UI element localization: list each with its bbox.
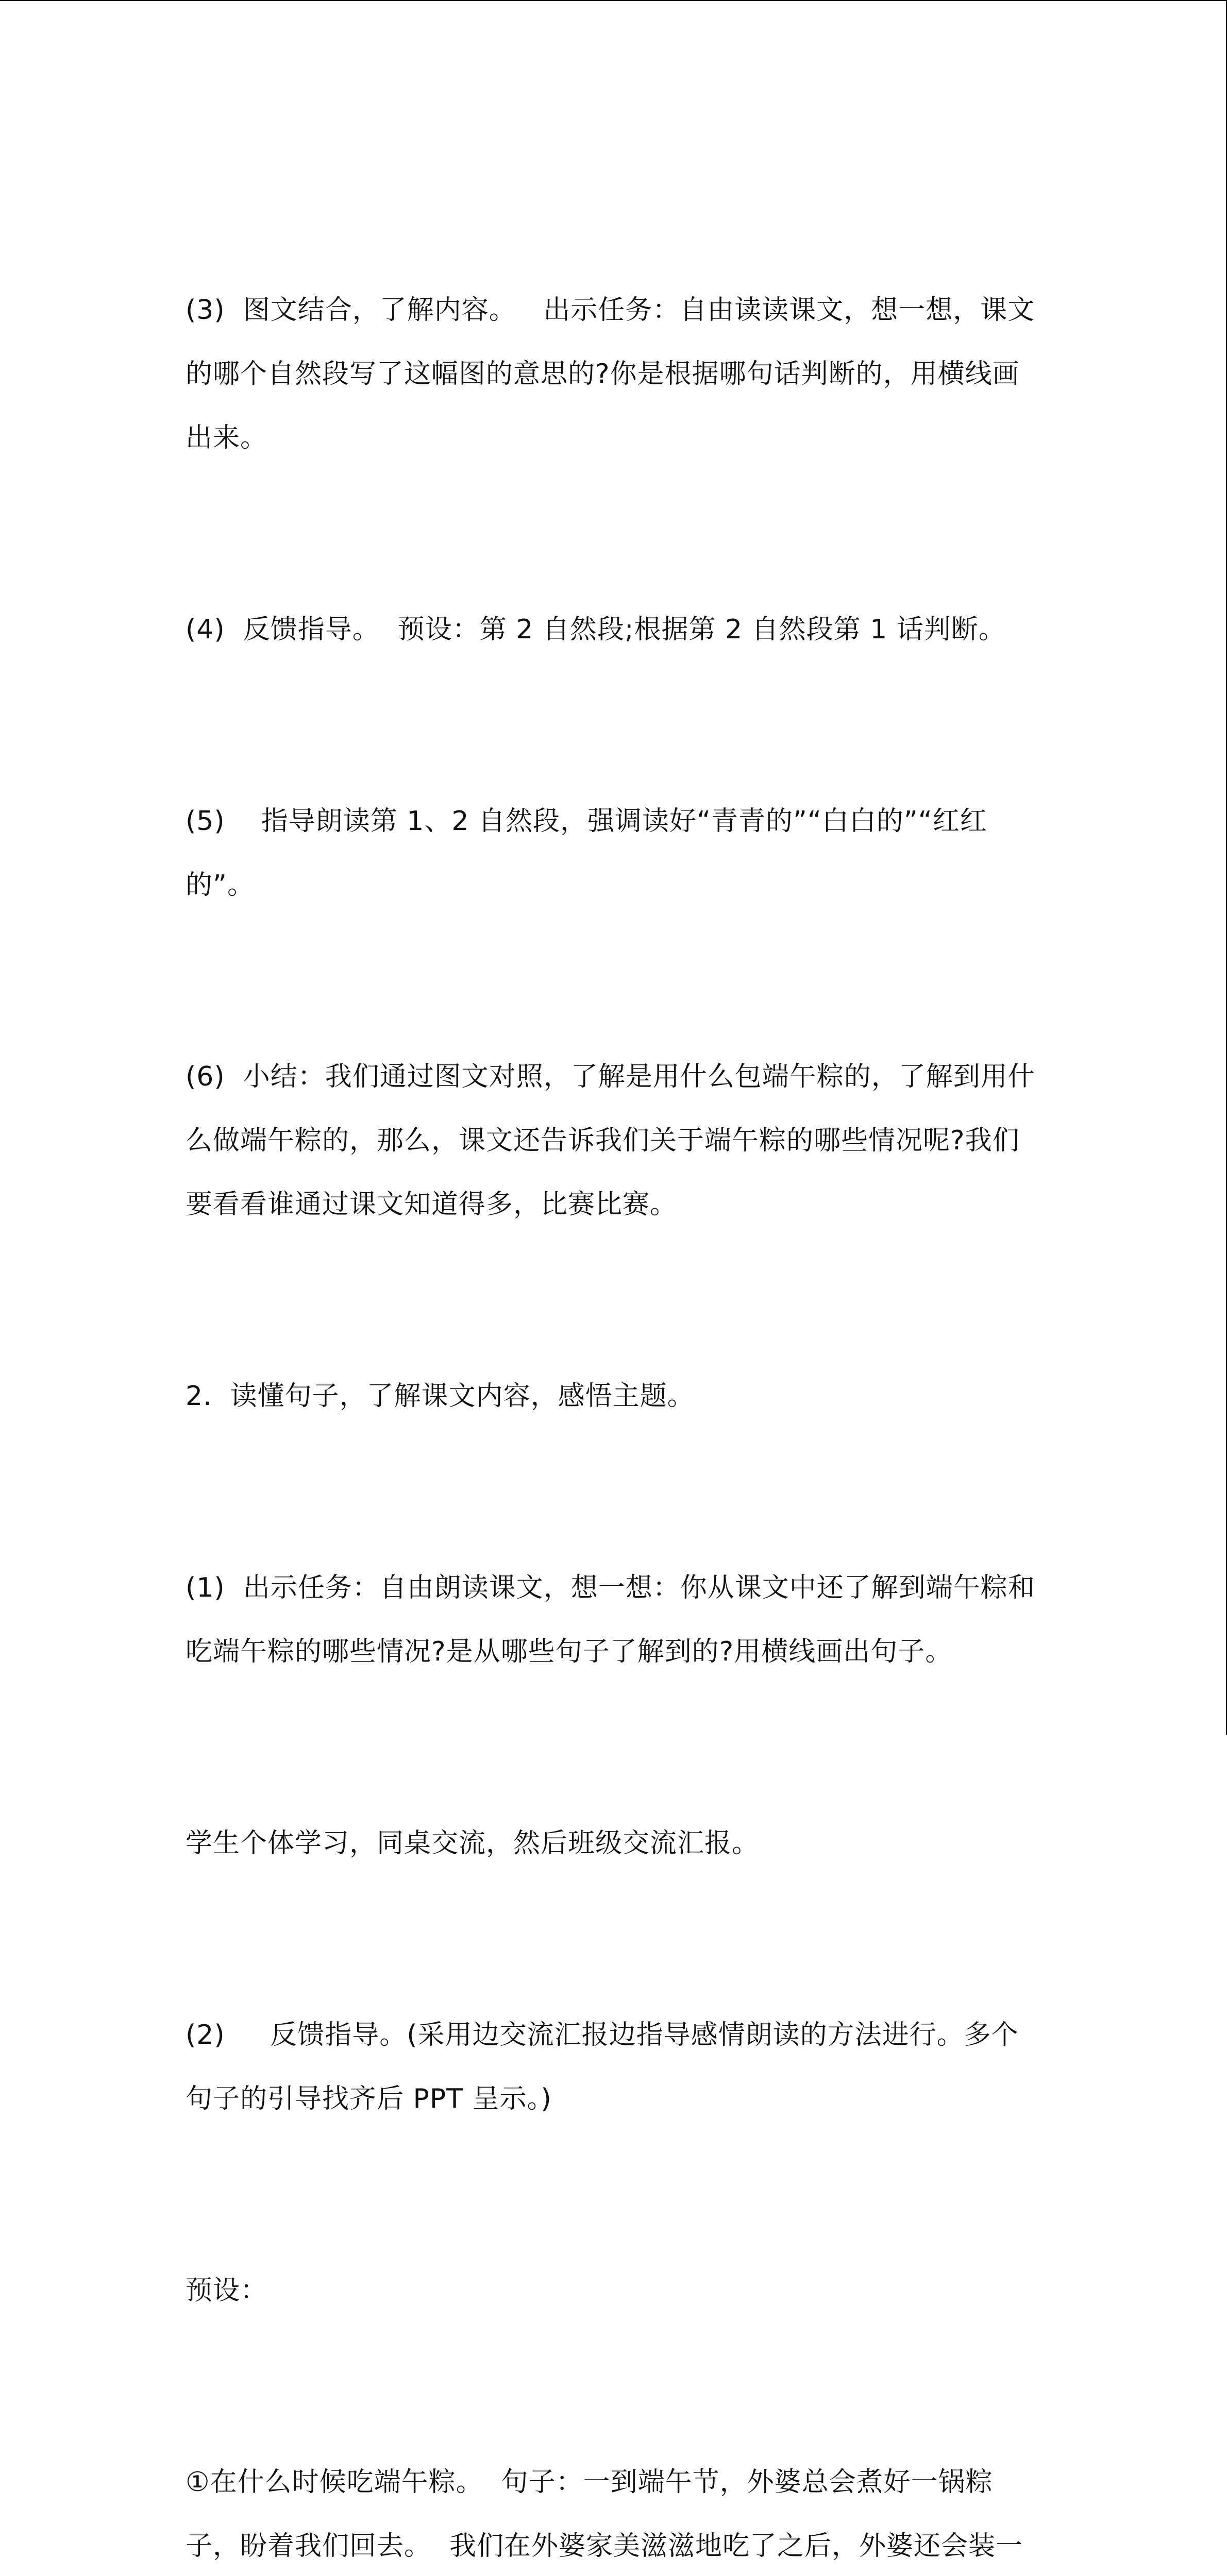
paragraph-step-3: (3) 图文结合，了解内容。 出示任务：自由读读课文，想一想，课文的哪个自然段写了这幅图的意思的?你是根据哪句话判断的，用横线画出来。: [186, 295, 1035, 453]
paragraph-step-5: (5) 指导朗读第 1、2 自然段，强调读好“青青的”“白白的”“红红的”。: [186, 806, 987, 901]
paragraph-student-activity: 学生个体学习，同桌交流，然后班级交流汇报。: [186, 1828, 760, 1859]
paragraph-step-6: (6) 小结：我们通过图文对照，了解是用什么包端午粽的，了解到用什么做端午粽的，那么，课文还告诉我们关于端午粽的哪些情况呢?我们要看看谁通过课文知道得多，比赛比赛。: [186, 1061, 1035, 1220]
document-body: [186, 150, 1041, 2576]
paragraph-sub-1: (1) 出示任务：自由朗读课文，想一想：你从课文中还了解到端午粽和吃端午粽的哪些情况?是从哪些句子了解到的?用横线画出句子。: [186, 1572, 1035, 1667]
paragraph-sub-2: (2) 反馈指导。(采用边交流汇报边指导感情朗读的方法进行。多个句子的引导找齐后 PPT 呈示。): [186, 2020, 1019, 2114]
paragraph-preset-label: 预设：: [186, 2275, 268, 2306]
section-heading-2: 2. 读懂句子，了解课文内容，感悟主题。: [186, 1381, 695, 1412]
paragraph-preset-1: ①在什么时候吃端午粽。 句子：一到端午节，外婆总会煮好一锅粽子，盼着我们回去。 我们在外婆家美滋滋地吃了之后，外婆还会装一: [186, 2467, 1023, 2562]
paragraph-step-4: (4) 反馈指导。 预设：第 2 自然段;根据第 2 自然段第 1 话判断。: [186, 614, 1006, 645]
